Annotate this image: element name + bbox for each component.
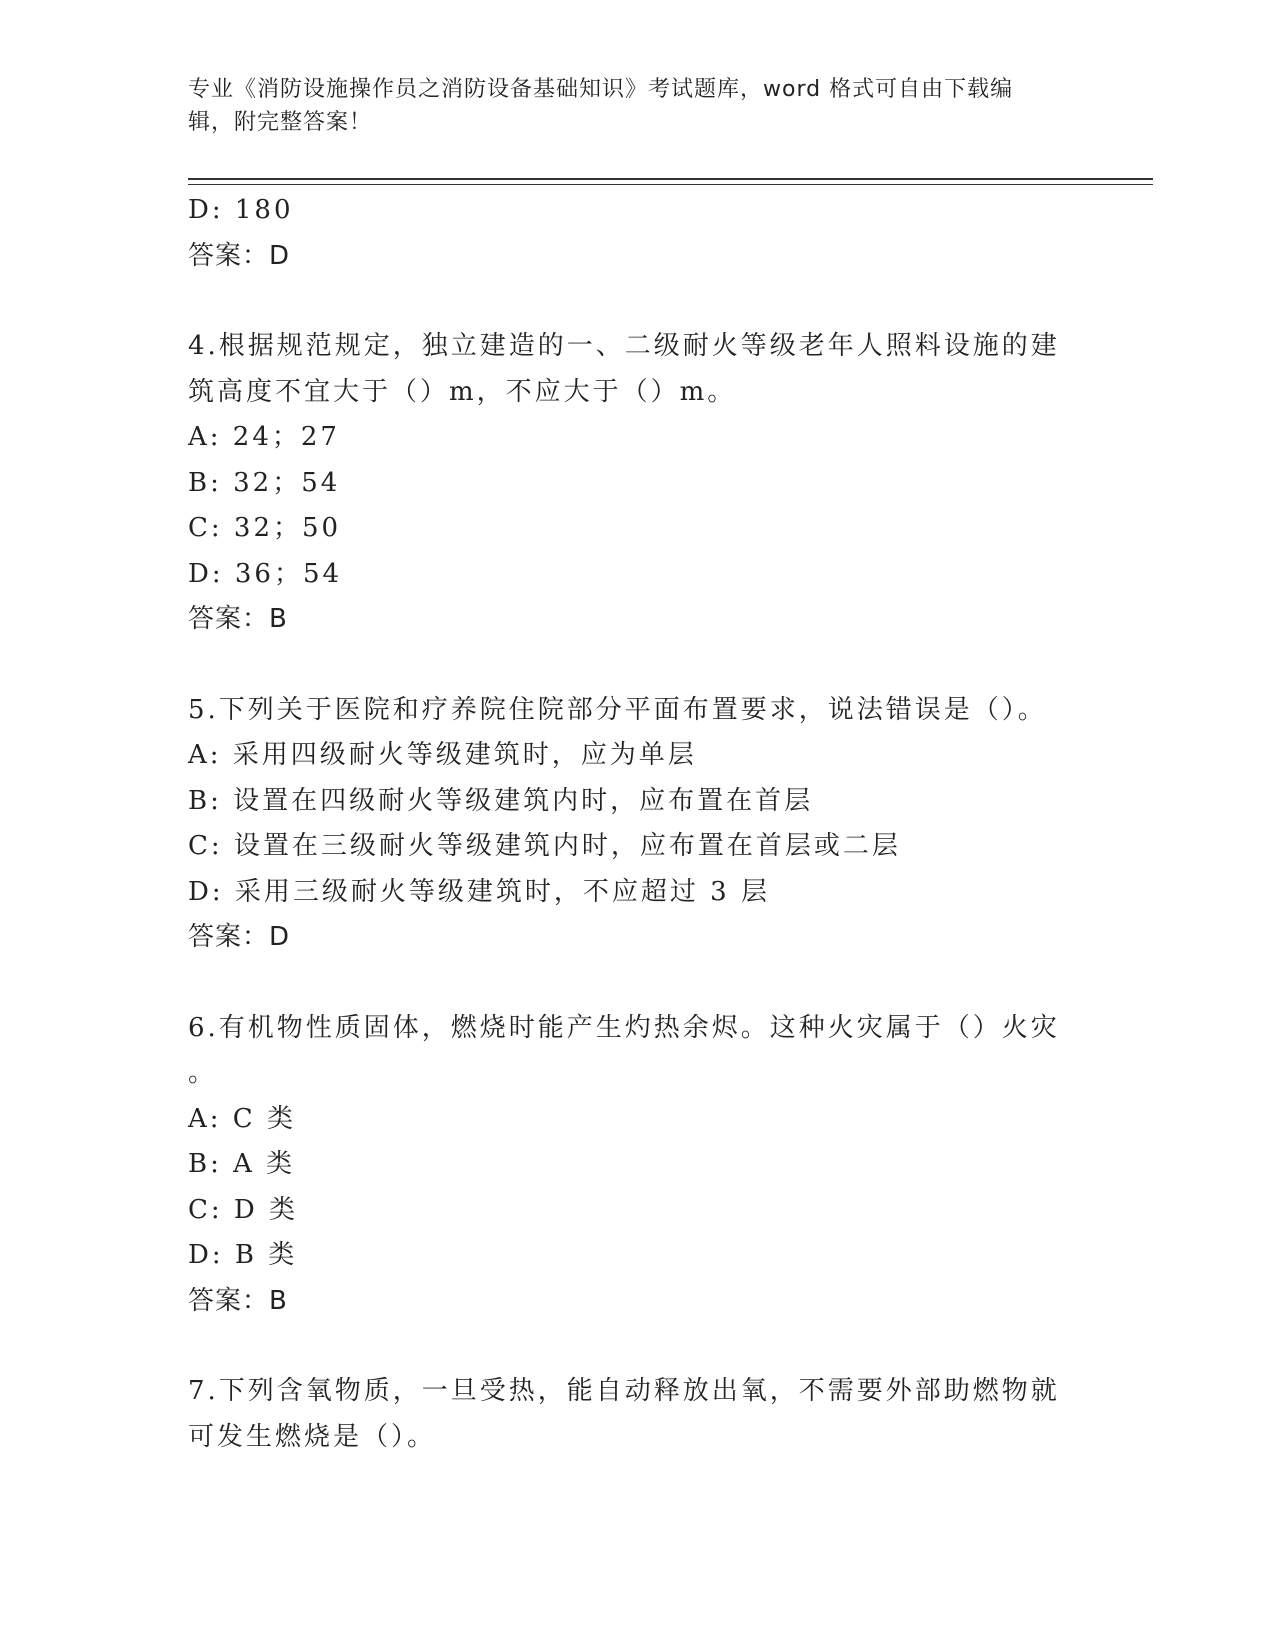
question-text-line: 6.有机物性质固体，燃烧时能产生灼热余烬。这种火灾属于（）火灾 [188,1012,1060,1043]
question-6 [188,1006,1088,1325]
option-a: A: C 类 [188,1103,296,1134]
question-7 [188,1369,1088,1460]
header-line-1: 专业《消防设施操作员之消防设备基础知识》考试题库，word 格式可自由下载编 [188,77,1014,102]
option-a: A: 采用四级耐火等级建筑时，应为单层 [188,740,697,770]
question-text-line: 4.根据规范规定，独立建造的一、二级耐火等级老年人照料设施的建 [188,331,1060,361]
header-line-2: 辑，附完整答案！ [188,110,373,135]
page-header [188,73,1068,139]
answer: 答案：B [188,1285,288,1316]
answer: 答案：B [188,604,288,634]
question-fragment [188,188,1088,279]
question-text-line: 筑高度不宜大于（）m，不应大于（）m。 [188,376,737,407]
answer: 答案：D [188,240,291,271]
question-4 [188,324,1088,643]
answer: 答案：D [188,922,291,952]
option-c: C: D 类 [188,1194,299,1225]
option-b: B: 设置在四级耐火等级建筑内时，应布置在首层 [188,785,814,816]
option-d: D: 180 [188,195,294,225]
option-b: B: 32；54 [188,467,341,498]
option-a: A: 24；27 [188,422,340,452]
question-text-line: 7.下列含氧物质，一旦受热，能自动释放出氧，不需要外部助燃物就 [188,1376,1060,1406]
option-d: D: 36；54 [188,558,343,589]
option-d: D: 采用三级耐火等级建筑时，不应超过 3 层 [188,876,770,907]
option-b: B: A 类 [188,1149,296,1179]
option-d: D: B 类 [188,1240,298,1270]
header-rule-thick [188,178,1153,180]
question-text-line: 可发生燃烧是（）。 [188,1421,437,1452]
header-rule-thin [188,184,1153,185]
question-5 [188,688,1088,961]
option-c: C: 32；50 [188,513,342,543]
option-c: C: 设置在三级耐火等级建筑内时，应布置在首层或二层 [188,831,901,861]
page-content [188,188,1088,1460]
question-text-line: 。 [188,1058,218,1088]
question-text-line: 5.下列关于医院和疗养院住院部分平面布置要求，说法错误是（）。 [188,694,1047,725]
